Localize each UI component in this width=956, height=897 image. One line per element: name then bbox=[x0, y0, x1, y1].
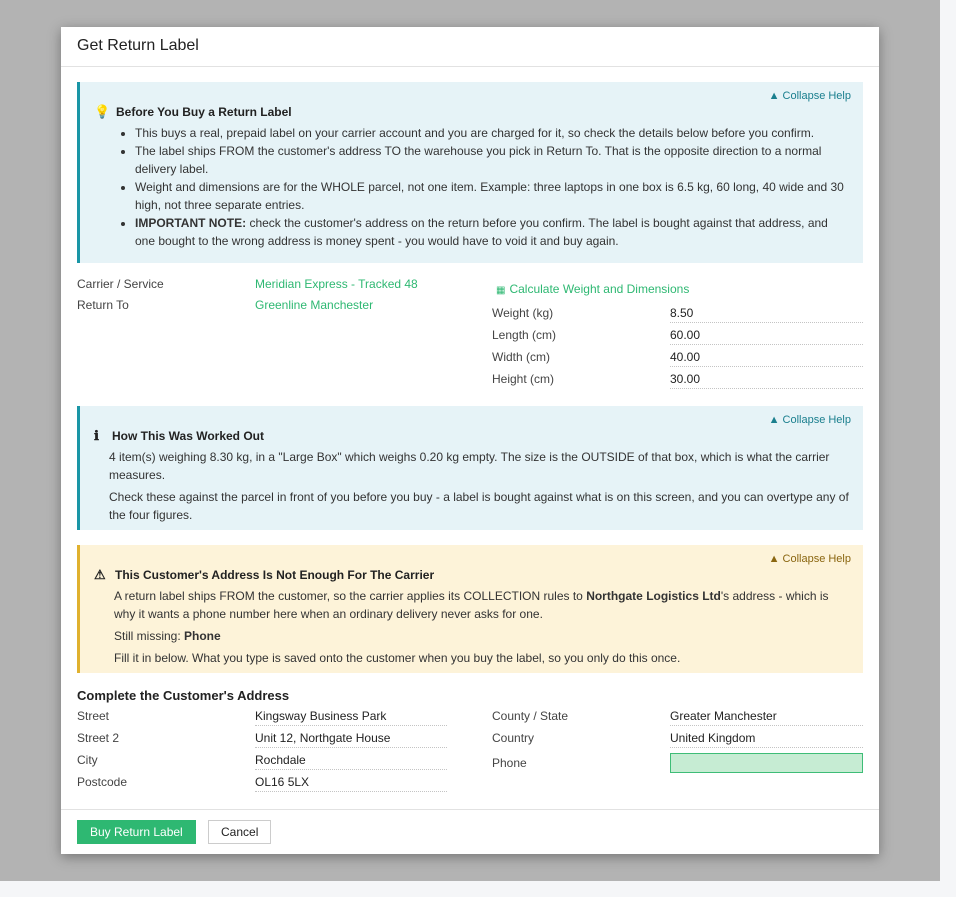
street2-label: Street 2 bbox=[77, 731, 120, 745]
calculator-icon: ▦ bbox=[496, 285, 506, 296]
help-title bbox=[94, 104, 851, 120]
country-label: Country bbox=[492, 731, 535, 745]
help-bullet: • The label ships FROM the customer's address TO the warehouse you pick in Return To. That is the opposite direction to a normal delivery label. bbox=[135, 142, 851, 178]
lightbulb-icon: 💡 bbox=[94, 104, 111, 119]
collapse-help-link[interactable]: ▲ Collapse Help bbox=[768, 90, 851, 102]
help-title-text: How This Was Worked Out bbox=[112, 429, 265, 443]
important-note-text: check the customer's address on the return before you confirm. The label is bought against that address, and one bought to the wrong address is money spent - you would have to void it and buy again. bbox=[135, 216, 828, 248]
collapse-help-link[interactable]: ▲ Collapse Help bbox=[768, 414, 851, 426]
dialog-title: Get Return Label bbox=[61, 27, 879, 67]
help-bullet: • Weight and dimensions are for the WHOLE parcel, not one item. Example: three laptops in one box is 6.5 kg, 60 long, 40 wide and 30 high, not three separate entries. bbox=[135, 178, 851, 214]
return-to-value[interactable]: Greenline Manchester bbox=[255, 298, 374, 312]
help-before-you-buy bbox=[77, 82, 863, 263]
help-bullet-list bbox=[94, 124, 851, 250]
postcode-label: Postcode bbox=[77, 775, 128, 789]
cancel-button[interactable]: Cancel bbox=[208, 820, 271, 844]
street-field[interactable]: Kingsway Business Park bbox=[255, 706, 447, 726]
help-text: 's address - which is why it wants a phone number here when an ordinary delivery never asks for one. bbox=[114, 589, 829, 621]
help-paragraph: Check these against the parcel in front of you before you buy - a label is bought against what is on this screen, and you can overtype any of the four figures. bbox=[109, 490, 849, 522]
county-field[interactable]: Greater Manchester bbox=[670, 706, 863, 726]
width-label: Width (cm) bbox=[492, 350, 550, 364]
help-paragraph: 4 item(s) weighing 8.30 kg, in a "Large Box" which weighs 0.20 kg empty. The size is the OUTSIDE of that box, which is what the carrier measures. bbox=[109, 450, 830, 482]
return-label-dialog bbox=[61, 27, 879, 854]
help-paragraph bbox=[94, 587, 851, 623]
width-field[interactable]: 40.00 bbox=[670, 347, 863, 367]
height-field[interactable]: 30.00 bbox=[670, 369, 863, 389]
missing-label: Still missing: bbox=[114, 629, 185, 643]
warning-icon: ⚠ bbox=[94, 567, 106, 582]
help-title-text: This Customer's Address Is Not Enough For The Carrier bbox=[115, 568, 435, 582]
return-to-label: Return To bbox=[77, 298, 129, 312]
help-bullet bbox=[135, 214, 851, 250]
help-title-text: Before You Buy a Return Label bbox=[116, 105, 292, 119]
address-section-title: Complete the Customer's Address bbox=[77, 688, 290, 703]
length-field[interactable]: 60.00 bbox=[670, 325, 863, 345]
help-title bbox=[94, 567, 851, 583]
help-paragraph bbox=[94, 627, 851, 645]
city-label: City bbox=[77, 753, 98, 767]
carrier-service-value[interactable]: Meridian Express - Tracked 48 bbox=[255, 277, 418, 291]
missing-field: Phone bbox=[184, 629, 221, 643]
phone-input[interactable] bbox=[670, 753, 863, 773]
height-label: Height (cm) bbox=[492, 372, 555, 386]
help-bullet: • This buys a real, prepaid label on your carrier account and you are charged for it, so check the details below before you confirm. bbox=[135, 124, 851, 142]
help-text: A return label ships FROM the customer, so the carrier applies its COLLECTION rules to bbox=[114, 589, 587, 603]
calculate-weight-text: Calculate Weight and Dimensions bbox=[509, 282, 690, 296]
carrier-service-label: Carrier / Service bbox=[77, 277, 164, 291]
length-label: Length (cm) bbox=[492, 328, 557, 342]
help-title bbox=[94, 428, 851, 444]
help-address-not-enough bbox=[77, 545, 863, 673]
phone-label: Phone bbox=[492, 756, 527, 770]
important-note-label: IMPORTANT NOTE: bbox=[135, 216, 247, 230]
city-field[interactable]: Rochdale bbox=[255, 750, 447, 770]
postcode-field[interactable]: OL16 5LX bbox=[255, 772, 447, 792]
street-label: Street bbox=[77, 709, 110, 723]
country-field[interactable]: United Kingdom bbox=[670, 728, 863, 748]
calculate-weight-link[interactable] bbox=[496, 282, 689, 296]
collapse-help-link[interactable]: ▲ Collapse Help bbox=[768, 553, 851, 565]
info-icon: ℹ bbox=[94, 428, 99, 443]
weight-field[interactable]: 8.50 bbox=[670, 303, 863, 323]
help-how-worked-out bbox=[77, 406, 863, 530]
dialog-footer bbox=[61, 809, 879, 854]
street2-field[interactable]: Unit 12, Northgate House bbox=[255, 728, 447, 748]
weight-label: Weight (kg) bbox=[492, 306, 554, 320]
buy-return-label-button[interactable]: Buy Return Label bbox=[77, 820, 196, 844]
help-paragraph: Fill it in below. What you type is saved onto the customer when you buy the label, so you only do this once. bbox=[114, 651, 681, 665]
customer-name: Northgate Logistics Ltd bbox=[586, 589, 721, 603]
county-label: County / State bbox=[492, 709, 569, 723]
